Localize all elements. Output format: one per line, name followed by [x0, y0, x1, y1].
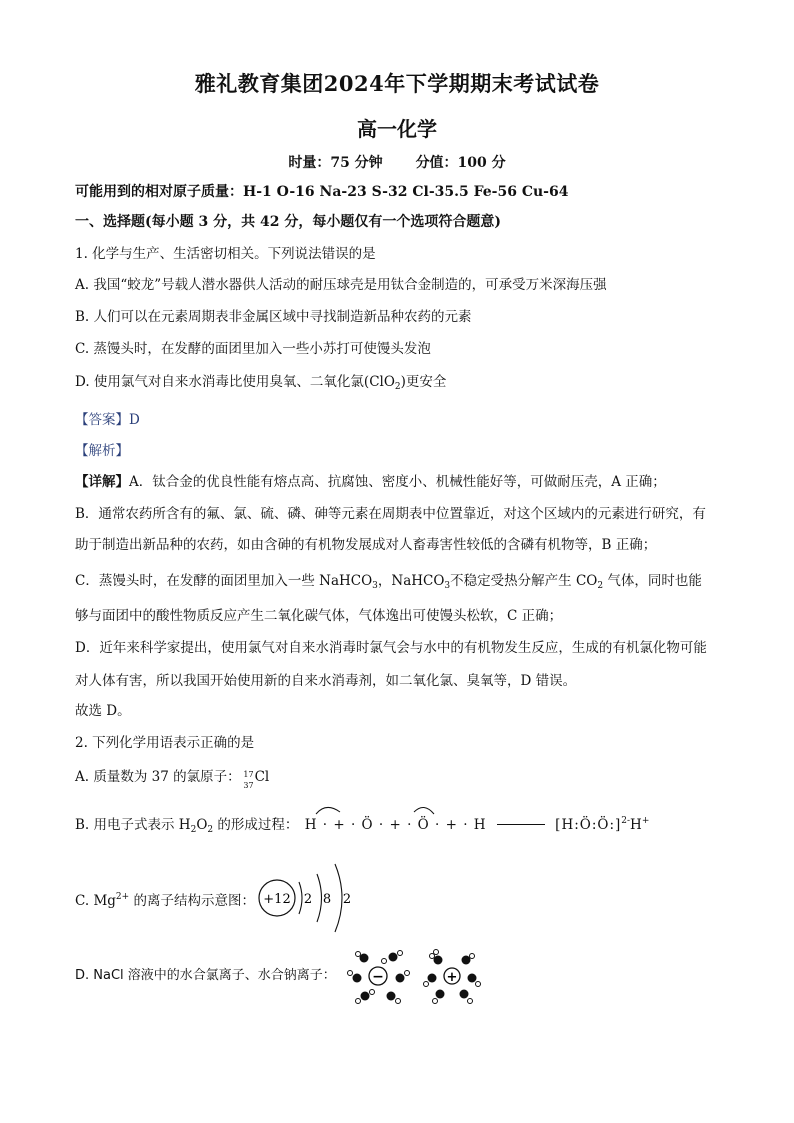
q2-b-formula-h: H [178, 817, 191, 833]
plus-sign: + [446, 970, 458, 985]
shell-arc-1 [299, 882, 302, 914]
detail-tag: 【详解】 [75, 474, 129, 490]
q2-option-a [75, 768, 724, 790]
minus-sign: − [372, 969, 384, 985]
q2-a-atomic-number: 37 [243, 780, 254, 790]
q1-detail-a [75, 473, 724, 491]
detail-a-text: A．钛合金的优良性能有熔点高、抗腐蚀、密度小、机械性能好等，可做耐压壳，A 正确； [129, 474, 666, 490]
q2-a-nuclide-prefix [241, 769, 255, 790]
q2-b-hplus: H [630, 817, 642, 833]
section-heading: 一、选择题(每小题 3 分，共 42 分，每小题仅有一个选项符合题意) [75, 214, 501, 230]
q2-stem: 2. 下列化学用语表示正确的是 [75, 735, 255, 751]
q2-b-sub2: 2 [207, 825, 214, 835]
q2-a-symbol: Cl [254, 769, 270, 785]
detail-c1-post: 气体，同时也能 [603, 573, 702, 589]
shell-electrons-3: 2 [342, 892, 352, 907]
q1-option-d [75, 373, 724, 396]
q1-detail-c1 [75, 572, 724, 595]
q1-d-formula: ClO [369, 374, 395, 390]
detail-c1-mid: ， [377, 573, 392, 589]
hydrated-sodium-ion [424, 950, 481, 1004]
q2-c-charge: 2+ [115, 892, 130, 902]
q2-b-electron-right: [H:Ö:Ö:] [555, 817, 622, 833]
exam-time: 时量：75 分钟 [288, 155, 383, 171]
q1-d-subscript: 2 [394, 382, 401, 392]
q2-option-d: D. NaCl 溶液中的水合氯离子、水合钠离子： [75, 968, 336, 983]
q2-b-sub1: 2 [190, 825, 197, 835]
shell-electrons-2: 8 [322, 892, 332, 907]
q1-answer: 【答案】D [75, 412, 140, 428]
shell-arc-2 [317, 874, 322, 922]
q1-stem: 1. 化学与生产、生活密切相关。下列说法错误的是 [75, 246, 376, 262]
q2-option-c [75, 888, 724, 910]
q2-b-charge: 2- [621, 816, 631, 826]
q1-d-text-end: )更安全 [400, 374, 447, 390]
detail-c1-sub3: 2 [597, 581, 604, 591]
detail-c1-mid2: 不稳定受热分解产生 [450, 573, 576, 589]
q2-b-hplus-charge: + [641, 816, 650, 826]
arrow-icon [497, 824, 545, 825]
detail-c1-sub2: 3 [444, 581, 451, 591]
q2-c-formula: Mg [93, 893, 116, 909]
q1-option-a: A. 我国“蛟龙”号载人潜水器供人活动的耐压球壳是用钛合金制造的，可承受万米深海压强 [75, 277, 607, 293]
hydrated-ions-diagram [344, 948, 484, 1008]
shell-electrons-1: 2 [303, 892, 313, 907]
q2-b-electron-left: H · + · Ö · + · Ö · + · H [304, 817, 487, 833]
q1-detail-d1: D．近年来科学家提出，使用氯气对自来水消毒时氯气会与水中的有机物发生反应，生成的有机氯化物可能 [75, 640, 707, 656]
q2-c-text: C. [75, 893, 94, 909]
q2-option-b [75, 812, 724, 839]
exam-score: 分值：100 分 [415, 155, 506, 171]
detail-c1-pre: C．蒸馒头时，在发酵的面团里加入一些 [75, 573, 320, 589]
q1-d-text: D. 使用氯气对自来水消毒比使用臭氧、二氧化氯( [75, 374, 370, 390]
exam-subject: 高一化学 [357, 117, 437, 141]
mg-ion-diagram [255, 858, 365, 938]
q2-a-mass-number: 17 [243, 769, 254, 779]
detail-c1-formula3: CO [575, 573, 598, 589]
q1-option-b: B. 人们可以在元素周期表非金属区域中寻找制造新品种农药的元素 [75, 309, 472, 325]
atomic-masses: 可能用到的相对原子质量：H-1 O-16 Na-23 S-32 Cl-35.5 Fe-56 Cu-64 [75, 184, 569, 200]
q2-b-formula-o: O [196, 817, 208, 833]
detail-c1-sub1: 3 [372, 581, 378, 591]
q2-a-text: A. 质量数为 37 的氯原子： [75, 769, 241, 785]
q2-b-text-end: 的形成过程： [213, 817, 299, 833]
q2-b-text: B. 用电子式表示 [75, 817, 179, 833]
q1-conclusion: 故选 D。 [75, 703, 131, 719]
detail-c1-formula1: NaHCO [319, 573, 373, 589]
nucleus-charge: +12 [263, 892, 291, 907]
exam-info [0, 152, 794, 172]
q2-c-text-end: 的离子结构示意图： [129, 893, 255, 909]
q1-analysis-tag: 【解析】 [75, 443, 129, 459]
q1-detail-b2: 助于制造出新品种的农药，如由含砷的有机物发展成对人畜毒害性较低的含磷有机物等，B 正确； [75, 537, 657, 553]
q1-detail-b1: B．通常农药所含有的氟、氯、硫、磷、砷等元素在周期表中位置靠近，对这个区域内的元素进行研究，有 [75, 506, 706, 522]
q1-detail-d2: 对人体有害，所以我国开始使用新的自来水消毒剂，如二氧化氯、臭氧等，D 错误。 [75, 673, 577, 689]
q1-detail-c2: 够与面团中的酸性物质反应产生二氧化碳气体，气体逸出可使馒头松软，C 正确； [75, 608, 563, 624]
hydrated-chloride-ion [348, 951, 410, 1004]
shell-arc-3 [335, 864, 342, 932]
detail-c1-formula2: NaHCO [391, 573, 445, 589]
q1-option-c: C. 蒸馒头时，在发酵的面团里加入一些小苏打可使馒头发泡 [75, 341, 431, 357]
exam-title: 雅礼教育集团2024年下学期期末考试试卷 [194, 71, 600, 96]
